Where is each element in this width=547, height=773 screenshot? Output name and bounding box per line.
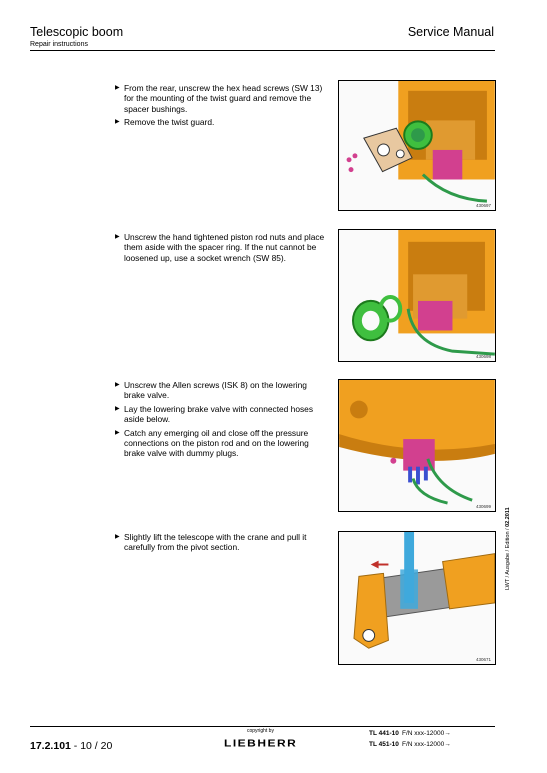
figure-number: 430699 (475, 504, 491, 509)
model-list (369, 728, 451, 750)
figure-lowering-brake-valve-drawing (339, 380, 495, 511)
figure-twist-guard (338, 80, 496, 211)
step-list-1 (115, 83, 325, 131)
figure-piston-rod-nut-drawing (339, 230, 495, 361)
page-reference: 17.2.101 - 10 / 20 (30, 740, 113, 752)
step-3-1: ▶ Unscrew the Allen screws (ISK 8) on the lowering brake valve. (115, 380, 325, 401)
step-1-1: ▶ From the rear, unscrew the hex head screws (SW 13) for the mounting of the twist guard and remove the spacer bushings. (115, 83, 325, 114)
step-2-1: ▶ Unscrew the hand tightened piston rod nuts and place them aside with the spacer ring. If the nut cannot be loosened up, use a socket wrench (SW 85). (115, 232, 325, 263)
figure-number: 430671 (475, 657, 491, 662)
step-list-3 (115, 380, 325, 462)
header-rule (30, 50, 495, 51)
figure-piston-rod-nut (338, 229, 496, 362)
header-title: Telescopic boom (30, 25, 124, 39)
figure-number: 430697 (475, 203, 491, 208)
step-list-4 (115, 532, 325, 556)
footer-rule (30, 726, 495, 727)
edition-note: LWT / Ausgabe / Edition / 02.2011 (505, 507, 511, 590)
figure-twist-guard-drawing (339, 81, 495, 210)
figure-lowering-brake-valve (338, 379, 496, 512)
step-list-2 (115, 232, 325, 266)
step-4-1: ▶ Slightly lift the telescope with the crane and pull it carefully from the pivot section. (115, 532, 325, 553)
figure-telescope-lift (338, 531, 496, 665)
model-row: TL 441-10 F/N xxx-12000→ (369, 730, 451, 737)
header-manual-name: Service Manual (407, 25, 494, 39)
model-row: TL 451-10 F/N xxx-12000→ (369, 741, 451, 748)
liebherr-logo: LIEBHERR (224, 737, 298, 749)
copyright-text: copyright by (247, 728, 274, 734)
figure-number: 430698 (475, 354, 491, 359)
step-1-2: ▶ Remove the twist guard. (115, 117, 325, 127)
step-3-2: ▶ Lay the lowering brake valve with connected hoses aside below. (115, 404, 325, 425)
figure-telescope-lift-drawing (339, 532, 495, 664)
step-3-3: ▶ Catch any emerging oil and close off the pressure connections on the piston rod and on the lowering brake valve with dummy plugs. (115, 428, 325, 459)
header-subtitle: Repair instructions (30, 41, 88, 48)
